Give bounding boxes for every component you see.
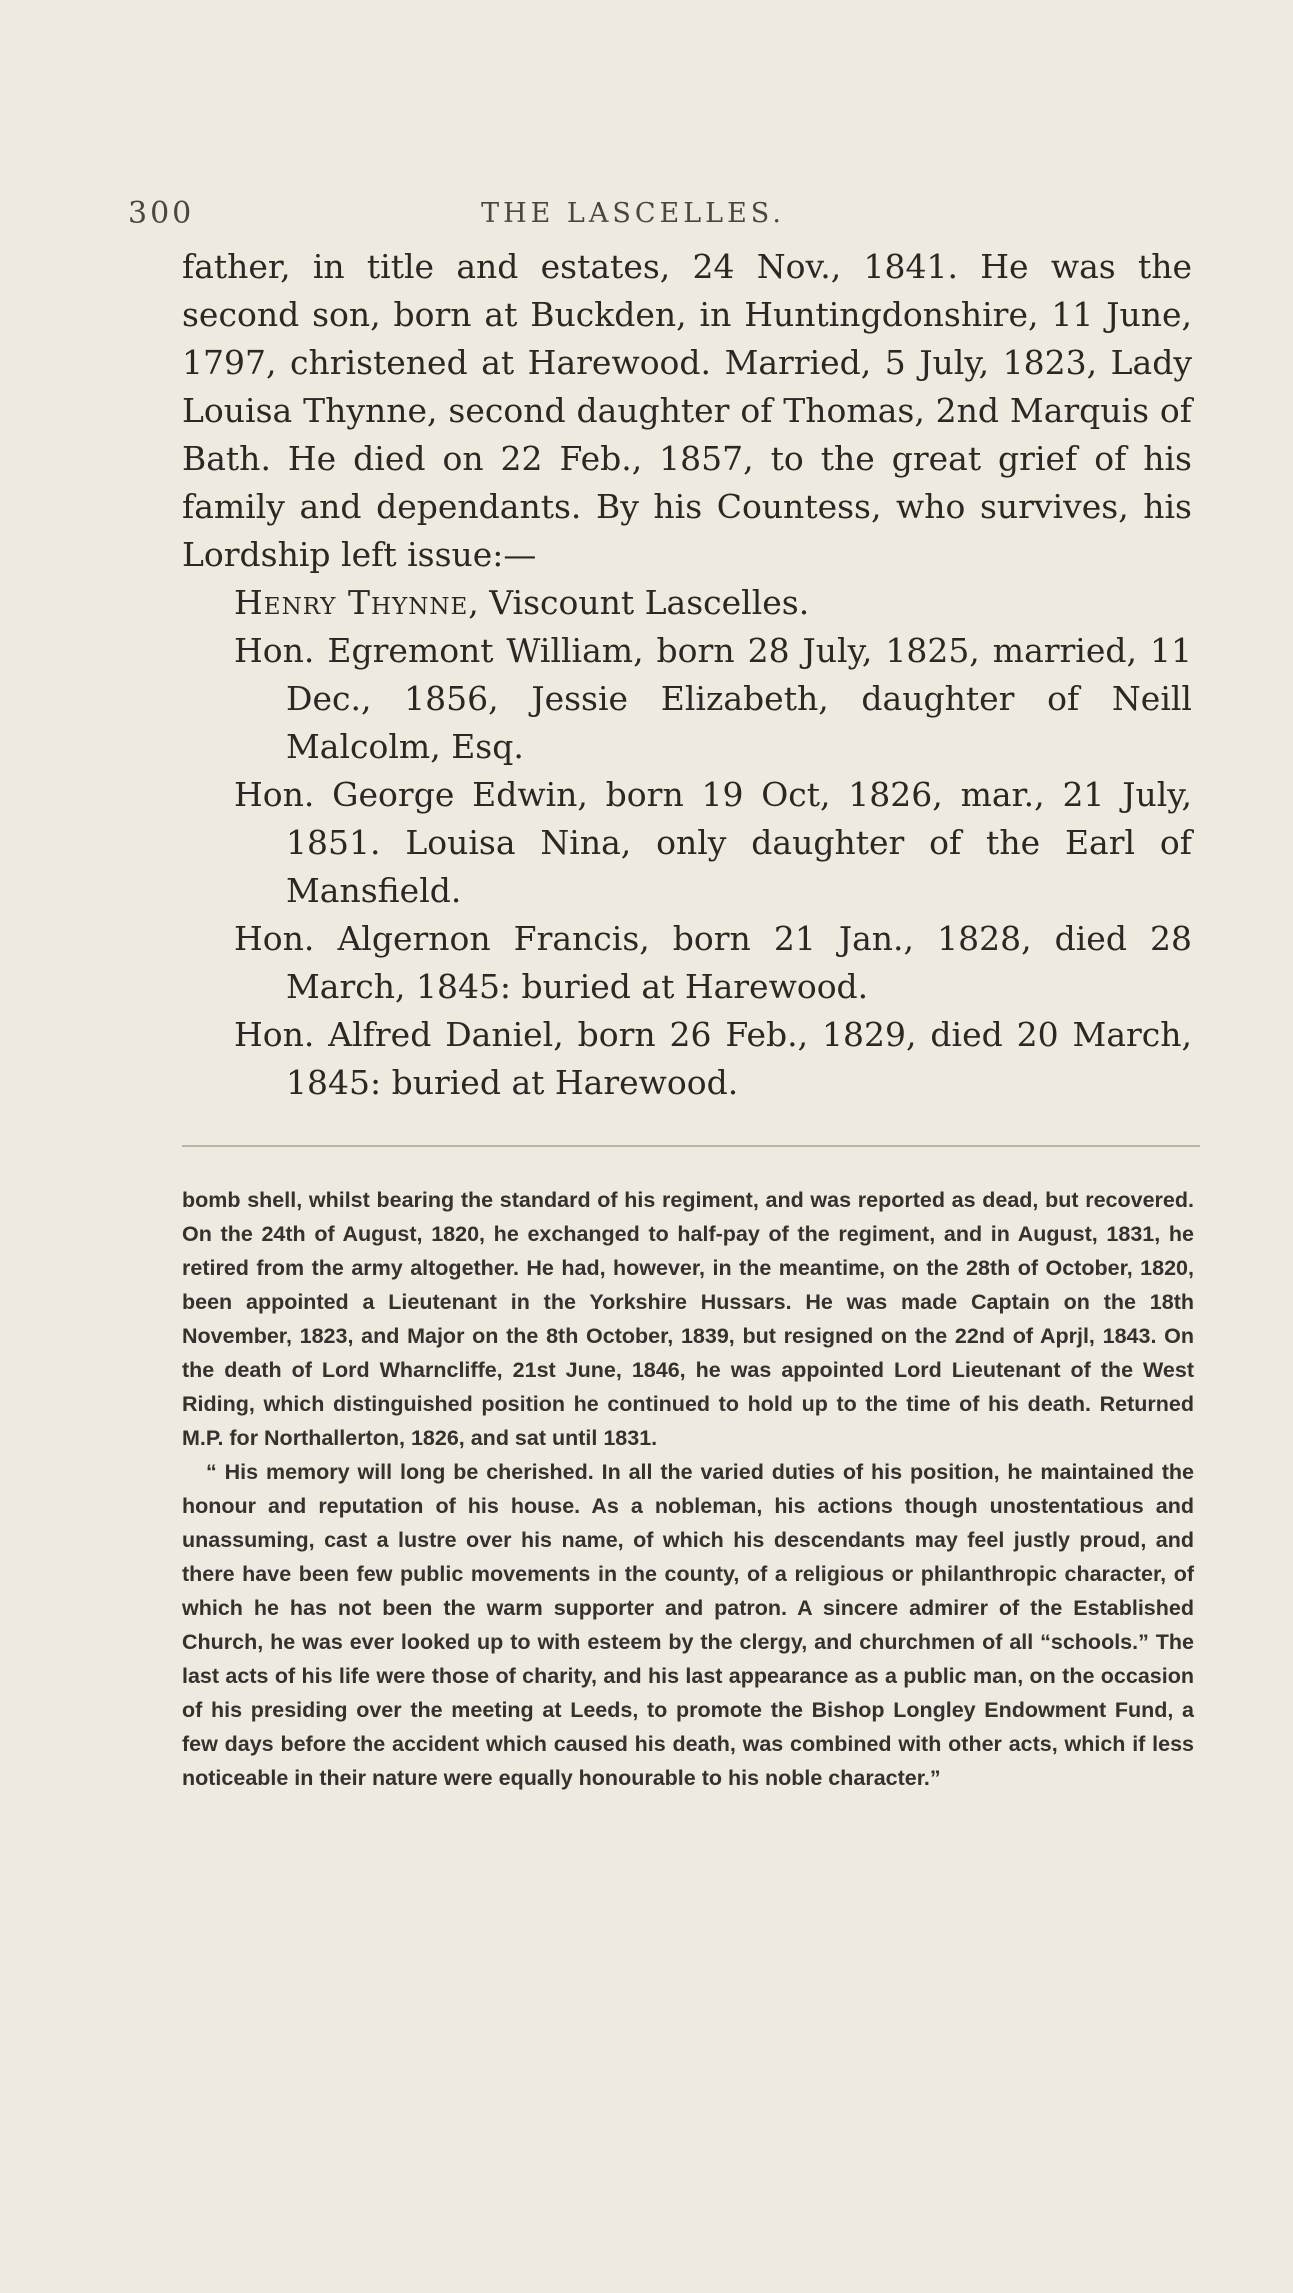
page-number: 300 <box>128 196 195 231</box>
issue-name-small-caps: Henry Thynne <box>234 583 469 622</box>
footnote-paragraph-1: bomb shell, whilst bearing the standard of his regiment, and was reported as dead, but recovered. On the 24th of August, 1820, he exchanged to half-pay of the regiment, and in August, 1831, he retired from the army altogether. He had, however, in the meantime, on the 28th of October, 1820, been appointed a Lieutenant in the Yorkshire Hussars. He was made Captain on the 18th November, 1823, and Major on the 8th October, 1839, but resigned on the 22nd of Aprjl, 1843. On the death of Lord Wharncliffe, 21st June, 1846, he was appointed Lord Lieutenant of the West Riding, which distinguished position he continued to hold up to the time of his death. Returned M.P. for Northallerton, 1826, and sat until 1831. <box>182 1188 1194 1450</box>
issue-entry-5-text: Hon. Alfred Daniel, born 26 Feb., 1829, died 20 March, 1845: buried at Harewood. <box>234 1015 1192 1102</box>
footnote-paragraph-2: “ His memory will long be cherished. In all the varied duties of his position, he maintained the honour and reputation of his house. As a nobleman, his actions though unostentatious and unassuming, cast a lustre over his name, of which his descendants may feel justly proud, and there have been few public movements in the county, of a religious or philanthropic character, of which he has not been the warm supporter and patron. A sincere admirer of the Established Church, he was ever looked up to with esteem by the clergy, and churchmen of all “schools.” The last acts of his life were those of charity, and his last appearance as a public man, on the occasion of his presiding over the meeting at Leeds, to promote the Bishop Longley Endowment Fund, a few days before the accident which caused his death, was combined with other acts, which if less noticeable in their nature were equally honourable to his noble character.” <box>182 1460 1194 1790</box>
intro-paragraph: father, in title and estates, 24 Nov., 1841. He was the second son, born at Buckden, in Huntingdonshire, 11 June, 1797, christened at Harewood. Married, 5 July, 1823, Lady Louisa Thynne, second daughter of Thomas, 2nd Marquis of Bath. He died on 22 Feb., 1857, to the great grief of his family and dependants. By his Countess, who survives, his Lordship left issue:— <box>182 247 1192 574</box>
issue-entry-1-rest: , Viscount Lascelles. <box>468 583 810 622</box>
footnote-block <box>182 1183 1194 1795</box>
issue-entry-5 <box>182 1011 1192 1107</box>
issue-entry-2-text: Hon. Egremont William, born 28 July, 1825, married, 11 Dec., 1856, Jessie Elizabeth, daughter of Neill Malcolm, Esq. <box>234 631 1192 766</box>
issue-entry-2 <box>182 627 1192 771</box>
issue-entry-1 <box>182 579 1192 627</box>
issue-entry-4-text: Hon. Algernon Francis, born 21 Jan., 1828, died 28 March, 1845: buried at Harewood. <box>234 919 1192 1006</box>
main-text <box>182 243 1192 1107</box>
issue-entry-4 <box>182 915 1192 1011</box>
page-header <box>128 196 1138 236</box>
footnote-divider <box>182 1145 1200 1147</box>
issue-entry-3-text: Hon. George Edwin, born 19 Oct, 1826, mar., 21 July, 1851. Louisa Nina, only daughter of the Earl of Mansfield. <box>234 775 1192 910</box>
running-title: THE LASCELLES. <box>481 198 785 229</box>
issue-entry-3 <box>182 771 1192 915</box>
